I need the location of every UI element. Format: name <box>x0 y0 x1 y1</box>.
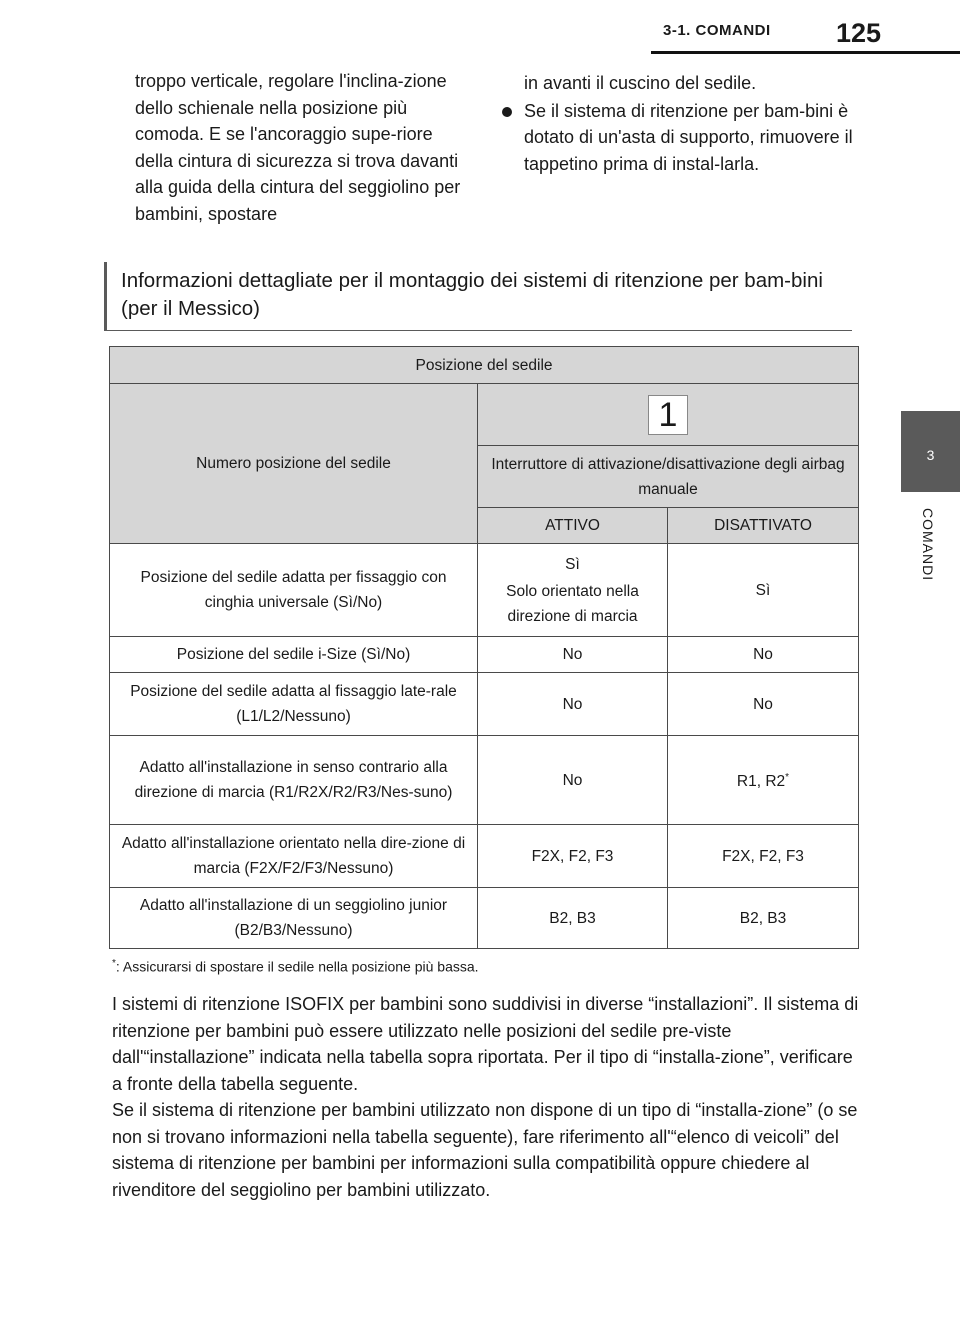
table-row <box>110 825 859 888</box>
table-header-airbag-switch: Interruttore di attivazione/disattivazione degli airbag manuale <box>478 446 859 508</box>
section-title: Informazioni dettagliate per il montaggio dei sistemi di ritenzione per bam-bini (per il Messico) <box>121 269 823 320</box>
cell-off: No <box>668 637 859 673</box>
table-header-off: DISATTIVATO <box>668 508 859 544</box>
cell-on: No <box>478 736 668 825</box>
continuation-text: in avanti il cuscino del sedile. <box>524 73 757 93</box>
table-row <box>110 736 859 825</box>
cell-off: No <box>668 673 859 736</box>
table-header-on: ATTIVO <box>478 508 668 544</box>
row-label: Adatto all'installazione in senso contrario alla direzione di marcia (R1/R2X/R2/R3/Nes-suno) <box>110 736 478 825</box>
seat-position-table <box>109 346 859 949</box>
bullet-item <box>524 98 869 178</box>
cell-off: Sì <box>668 544 859 637</box>
chapter-label: COMANDI <box>920 508 936 582</box>
cell-on <box>478 544 668 637</box>
body-text <box>112 991 860 1203</box>
footnote-marker: * <box>112 958 116 969</box>
cell-on-value: Sì <box>565 555 580 573</box>
row-label: Adatto all'installazione orientato nella dire-zione di marcia (F2X/F2/F3/Nessuno) <box>110 825 478 888</box>
header-divider <box>651 51 960 54</box>
bullet-text: Se il sistema di ritenzione per bam-bini è dotato di un'asta di supporto, rimuovere il tappetino prima di instal-larla. <box>524 100 853 174</box>
row-label: Posizione del sedile i-Size (Sì/No) <box>110 637 478 673</box>
seat-number-cell <box>478 384 859 446</box>
table-footnote <box>112 958 479 975</box>
left-column-text: troppo verticale, regolare l'inclina-zione dello schienale nella posizione più comoda. E se l'ancoraggio supe-riore della cintura di sicurezza si trova davanti alla guida della cintura del seggiolino per bambini, spostare <box>135 71 461 224</box>
paragraph: I sistemi di ritenzione ISOFIX per bambini sono suddivisi in diverse “installazioni”. Il sistema di ritenzione per bambini può essere utilizzato nelle posizioni del sedile pre-viste dall'“installazione” indicata nella tabella sopra riportata. Per il tipo di “installa-zione”, verificare a fronte della tabella seguente. <box>112 994 859 1094</box>
chapter-number: 3 <box>926 447 935 463</box>
table-row <box>110 673 859 736</box>
cell-off: B2, B3 <box>668 888 859 949</box>
cell-on: F2X, F2, F3 <box>478 825 668 888</box>
chapter-tab <box>901 411 960 492</box>
cell-on: No <box>478 673 668 736</box>
section-header: 3-1. COMANDI <box>663 22 771 39</box>
cell-off <box>668 736 859 825</box>
cell-on: No <box>478 637 668 673</box>
row-label: Adatto all'installazione di un seggiolino junior (B2/B3/Nessuno) <box>110 888 478 949</box>
cell-on: B2, B3 <box>478 888 668 949</box>
bullet-icon <box>502 107 512 117</box>
table-header-seat-number: Numero posizione del sedile <box>110 384 478 544</box>
cell-off-value: R1, R2 <box>736 773 786 791</box>
table-header-seat-position: Posizione del sedile <box>110 347 859 384</box>
paragraph: Se il sistema di ritenzione per bambini utilizzato non dispone di un tipo di “installa-zione” (o se non si trovano informazioni nella tabella seguente), fare riferimento all'“elenco di veicoli” del sistema di ritenzione per bambini per informazioni sulla compatibilità oppure chiedere al rivenditore del seggiolino per bambini utilizzato. <box>112 1100 858 1200</box>
row-label: Posizione del sedile adatta al fissaggio late-rale (L1/L2/Nessuno) <box>110 673 478 736</box>
cell-off: F2X, F2, F3 <box>668 825 859 888</box>
right-column <box>524 70 869 177</box>
seat-number-badge: 1 <box>648 395 688 435</box>
row-label: Posizione del sedile adatta per fissaggio con cinghia universale (Sì/No) <box>110 544 478 637</box>
footnote-text: : Assicurarsi di spostare il sedile nella posizione più bassa. <box>115 958 479 975</box>
footnote-mark: * <box>785 772 790 784</box>
table-row <box>110 888 859 949</box>
page-number: 125 <box>836 18 882 48</box>
table-row <box>110 637 859 673</box>
cell-on-note: Solo orientato nella direzione di marcia <box>506 582 639 625</box>
section-title-box <box>104 262 852 331</box>
table-row <box>110 544 859 637</box>
